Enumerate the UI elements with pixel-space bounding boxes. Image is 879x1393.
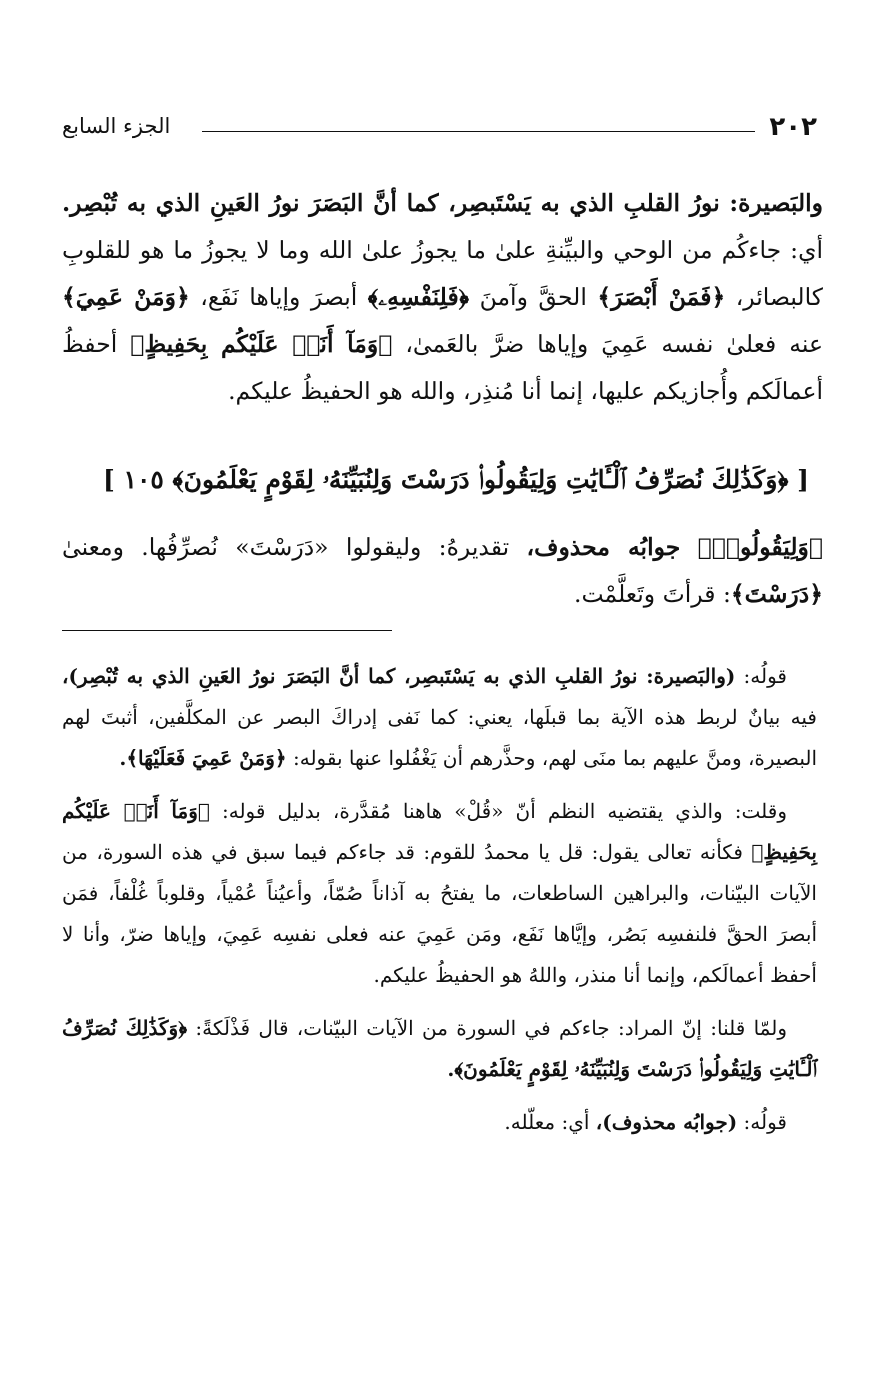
commentary-block <box>62 180 823 415</box>
hashiya-label: قولُه: <box>743 664 787 688</box>
hashiya-paragraph <box>62 656 817 779</box>
hashiya-quote: (جوابُه محذوف)، <box>595 1110 738 1134</box>
quran-quote: ﴿وَمَنْ عَمِيَ﴾ <box>62 283 190 311</box>
quran-quote: ﴿فَلِنَفْسِهِۦ﴾ <box>367 283 470 311</box>
hashiya-paragraph <box>62 791 817 996</box>
commentary-text: أي: جاءكُم من الوحي والبيِّنةِ علىٰ ما يجوزُ علىٰ الله وما لا يجوزُ ما هو للقلوبِ كالبصائر، <box>62 236 823 311</box>
commentary-text: أحفظُ أعمالَكم وأُجازيكم عليها، إنما أنا مُنذِر، والله هو الحفيظُ عليكم. <box>62 330 823 405</box>
verse-note-text: تقديرهُ: وليقولوا «دَرَسْتَ» نُصرِّفُها. ومعنىٰ <box>62 533 510 561</box>
commentary-text: الحقَّ وآمنَ <box>479 283 587 311</box>
commentary-lead: والبَصيرة: نورُ القلبِ الذي به يَسْتَبصِر، كما أنَّ البَصَرَ نورُ العَينِ الذي به تُبْصِر. <box>62 189 823 217</box>
quran-quote: ﴿وَكَذَٰلِكَ نُصَرِّفُ ٱلْـَٔايَٰتِ وَلِيَقُولُوا۟ دَرَسْتَ وَلِنُبَيِّنَهُۥ لِقَوْمٍ يَعْلَمُونَ﴾. <box>62 1016 817 1081</box>
footnote-divider <box>62 630 392 631</box>
quran-quote: ﴿فَمَنْ أَبْصَرَ﴾ <box>597 283 726 311</box>
verse-note-text: : قرأتَ وتَعلَّمْت. <box>574 580 731 608</box>
verse-note-paragraph <box>62 524 823 618</box>
hashiya-text: ولمّا قلنا: إنّ المراد: جاءكم في السورة من الآيات البيّنات، قال فَذْلَكةً: <box>195 1016 787 1040</box>
verse-note-block <box>62 524 823 618</box>
quran-quote: ﴿دَرَسْتَ﴾ <box>730 580 823 608</box>
part-title: الجزء السابع <box>62 114 171 138</box>
hashiya-text: أي: معلّله. <box>504 1110 590 1134</box>
commentary-text: عنه فعلىٰ نفسه عَمِيَ وإياها ضرَّ بالعَمىٰ، <box>405 330 823 358</box>
quran-quote: ﴿وَمَآ أَنَا۠ عَلَيْكُم بِحَفِيظٍ﴾ <box>130 330 393 358</box>
hashiya-label: قولُه: <box>743 1110 787 1134</box>
header-rule <box>202 131 755 132</box>
quran-quote: ﴿وَلِيَقُولُوا۟﴾ <box>697 533 823 561</box>
page-header <box>62 112 817 152</box>
hashiya-paragraph <box>62 1008 817 1090</box>
commentary-paragraph <box>62 180 823 415</box>
quran-quote: ﴿وَمَآ أَنَا۠ عَلَيْكُم بِحَفِيظٍ﴾ <box>62 799 817 864</box>
verse-105: [ ﴿وَكَذَٰلِكَ نُصَرِّفُ ٱلْـَٔايَٰتِ وَلِيَقُولُوا۟ دَرَسْتَ وَلِنُبَيِّنَهُۥ لِقَوْمٍ يَعْلَمُونَ﴾ ١٠٥ ] <box>102 465 809 494</box>
hashiya-text: فكأنه تعالى يقول: قل يا محمدُ للقوم: قد جاءكم فيما سبق في هذه السورة، من الآيات البيّنات، والبراهين الساطعات، ما يفتحُ به آذاناً صُمّاً، وأعيُناً عُمْياً، وقلوباً غُلْفاً، فمَن أبصرَ الحقَّ فلنفسِه بَصُر، وإيَّاها نَفَع، ومَن عَمِيَ عنه فعلى نفسِه عَمِيَ، وإياها ضرّ، وأنا لا أحفظ أعمالَكم، وإنما أنا منذر، واللهُ هو الحفيظُ عليكم. <box>62 840 817 987</box>
hashiya-quote: (والبَصيرة: نورُ القلبِ الذي به يَسْتَبصِر، كما أنَّ البَصَرَ نورُ العَينِ الذي به تُبْصِر)، <box>62 664 736 688</box>
page-number: ٢٠٢ <box>769 112 817 142</box>
commentary-text: أبصرَ وإياها نَفَع، <box>200 283 358 311</box>
hashiya-block <box>62 656 817 1155</box>
quran-quote: ﴿وَمَنْ عَمِيَ فَعَلَيْهَا﴾. <box>119 746 287 770</box>
hashiya-paragraph <box>62 1102 817 1143</box>
hashiya-text: فيه بيانٌ لربط هذه الآية بما قبلَها، يعني: كما نَفى إدراكَ البصر عن المكلَّفين، أثبتَ لهم البصيرة، ومنَّ عليهم بما منَى لهم، وحذَّرهم أن يَغْفُلوا عنها بقوله: <box>62 705 817 770</box>
verse-note-lead: جوابُه محذوف، <box>526 533 681 561</box>
hashiya-text: وقلت: والذي يقتضيه النظم أنّ «قُلْ» هاهنا مُقدَّرة، بدليل قوله: <box>221 799 787 823</box>
